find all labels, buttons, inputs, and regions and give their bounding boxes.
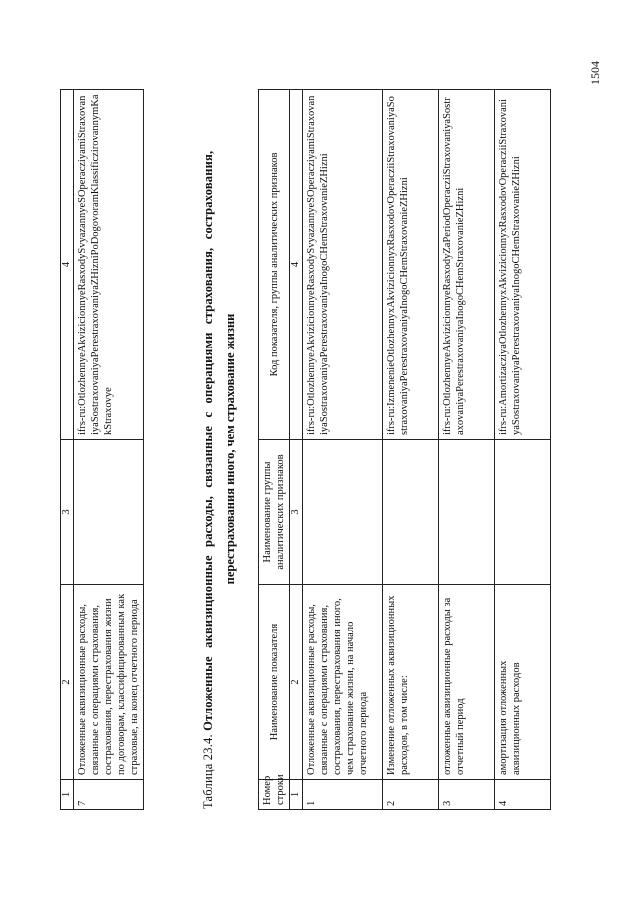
group-name xyxy=(303,440,383,585)
table-row xyxy=(303,90,383,810)
table-23-4 xyxy=(258,89,551,810)
column-index-row xyxy=(61,90,74,810)
column-index: 1 xyxy=(290,780,303,810)
indicator-code: ifrs-ru:OtlozhennyeAkvizicionnyeRasxodySvyazannyeSOperacziyamiStraxovaniyaSostraxovaniyaPerestraxovaniyaZHizniPoDogovoramKlassificzirovannymKakStraxovye xyxy=(74,90,144,440)
column-index: 2 xyxy=(61,585,74,780)
indicator-name: отложенные аквизиционные расходы за отчетный период xyxy=(439,585,495,780)
indicator-name: Отложенные аквизиционные расходы, связанные с операциями страхования, сострахования, перестрахования иного, чем страхование жизни, на начало отчетного периода xyxy=(303,585,383,780)
row-number: 2 xyxy=(383,780,439,810)
indicator-name: амортизация отложенных аквизиционных расходов xyxy=(495,585,551,780)
group-name xyxy=(74,440,144,585)
header-indicator-code: Код показателя, группы аналитических признаков xyxy=(259,90,290,440)
column-index-row xyxy=(290,90,303,810)
table-row xyxy=(74,90,144,810)
header-row xyxy=(259,90,290,810)
column-index: 4 xyxy=(290,90,303,440)
group-name xyxy=(439,440,495,585)
indicator-name: Изменение отложенных аквизиционных расходов, в том числе: xyxy=(383,585,439,780)
table-row xyxy=(495,90,551,810)
indicator-name: Отложенные аквизиционные расходы, связанные с операциями страхования, сострахования, перестрахования жизни по договорам, классифицированным как страховые, на конец отчетного периода xyxy=(74,585,144,780)
row-number: 4 xyxy=(495,780,551,810)
page-number: 1504 xyxy=(588,61,602,85)
row-number: 7 xyxy=(74,780,144,810)
table-caption xyxy=(200,69,217,809)
column-index: 4 xyxy=(61,90,74,440)
column-index: 2 xyxy=(290,585,303,780)
column-index: 1 xyxy=(61,780,74,810)
indicator-code: ifrs-ru:OtlozhennyeAkvizicionnyeRasxodyZaPeriodOperacziiStraxovaniyaSostraxovaniyaPerestraxovaniyaInogoCHemStraxovanieZHizni xyxy=(439,90,495,440)
table-title-continued: перестрахования иного, чем страхование жизни xyxy=(223,313,237,585)
table-row xyxy=(383,90,439,810)
header-group-name: Наименование группы аналитических признаков xyxy=(259,440,290,585)
row-number: 3 xyxy=(439,780,495,810)
group-name xyxy=(495,440,551,585)
continued-table xyxy=(60,89,144,810)
column-index: 3 xyxy=(61,440,74,585)
header-row-number: Номер строки xyxy=(259,780,290,810)
table-title: Отложенные аквизиционные расходы, связанные с операциями страхования, сострахования, xyxy=(201,150,215,731)
table-label: Таблица 23.4. xyxy=(201,734,215,809)
header-indicator-name: Наименование показателя xyxy=(259,585,290,780)
table-row xyxy=(439,90,495,810)
column-index: 3 xyxy=(290,440,303,585)
indicator-code: ifrs-ru:IzmenenieOtlozhennyxAkvizicionnyxRasxodovOperacziiStraxovaniyaSostraxovaniyaPerestraxovaniyaInogoCHemStraxovanieZHizni xyxy=(383,90,439,440)
indicator-code: ifrs-ru:AmortizacziyaOtlozhennyxAkvizicionnyxRasxodovOperacziiStraxovaniyaSostraxovaniyaPerestraxovaniyaInogoCHemStraxovanieZHizni xyxy=(495,90,551,440)
indicator-code: ifrs-ru:OtlozhennyeAkvizicionnyeRasxodySvyazannyeSOperacziyamiStraxovaniyaSostraxovaniyaPerestraxovaniyaInogoCHemStraxovanieZHizni xyxy=(303,90,383,440)
row-number: 1 xyxy=(303,780,383,810)
group-name xyxy=(383,440,439,585)
